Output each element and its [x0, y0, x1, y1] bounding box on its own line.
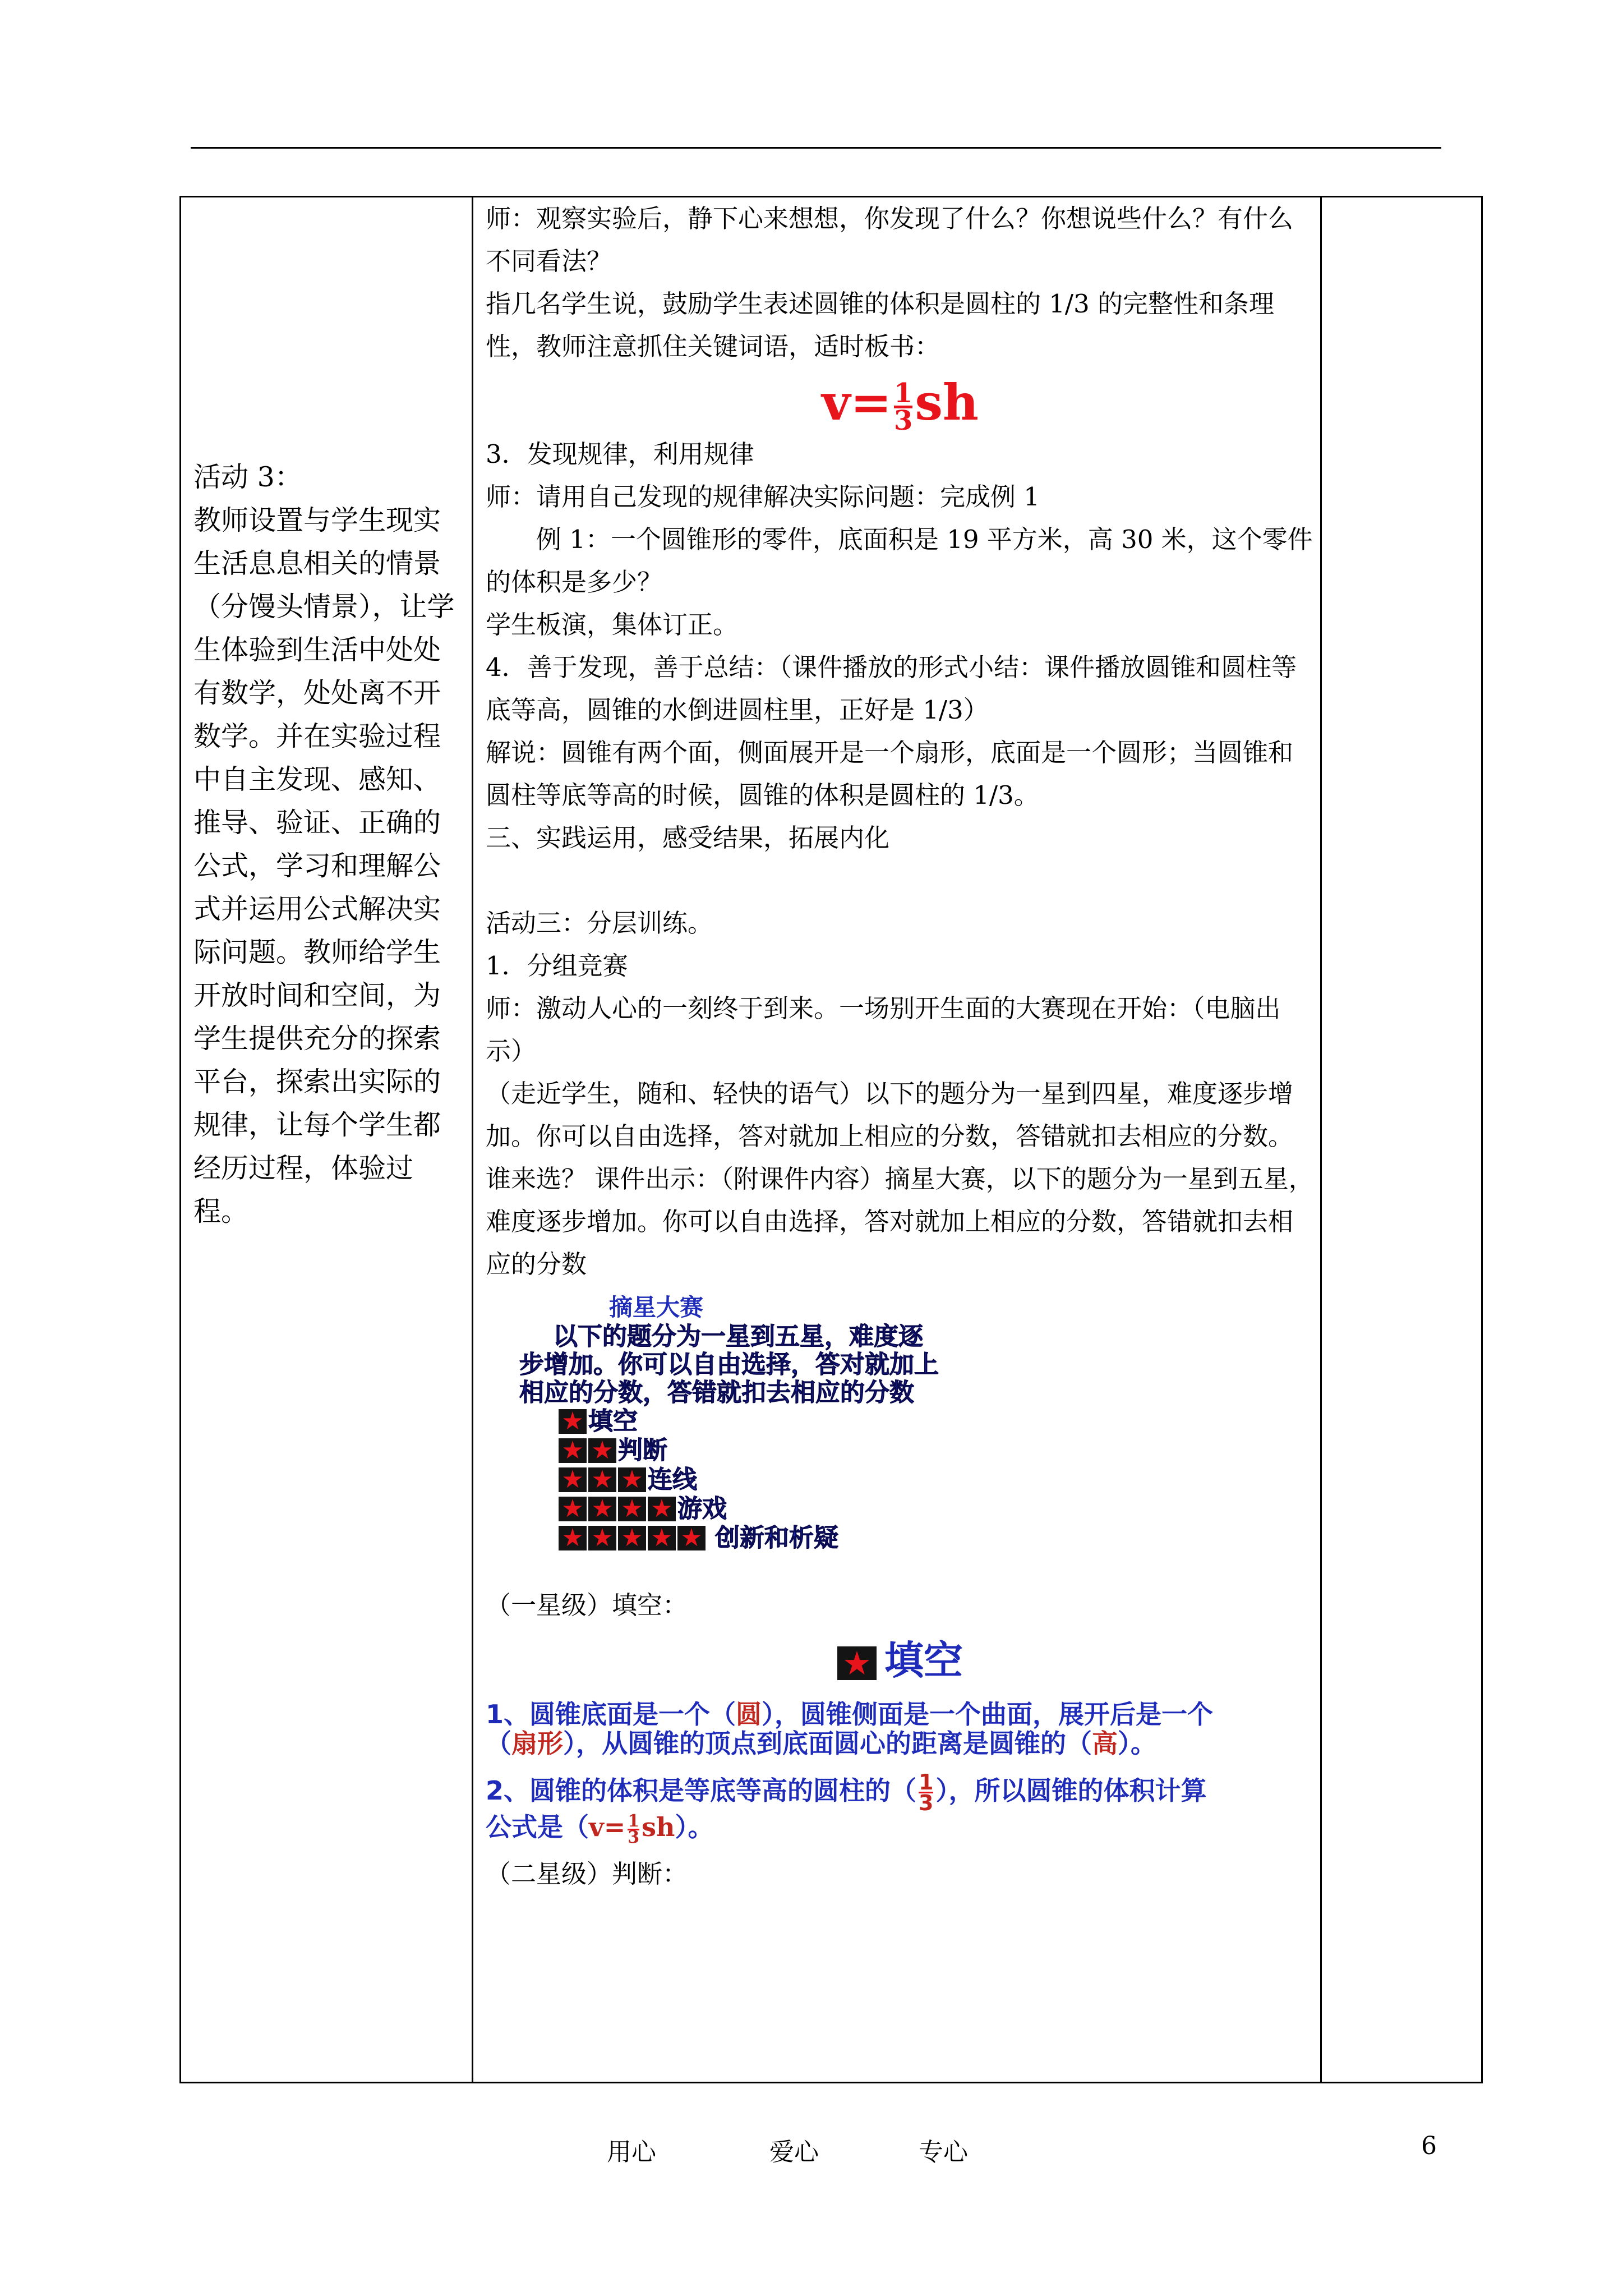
- slide-line: 相应的分数，答错就扣去相应的分数: [519, 1378, 914, 1407]
- paragraph: 指几名学生说，鼓励学生表述圆锥的体积是圆柱的 1/3 的完整性和条理性，教师注意抓住关键词语，适时板书：: [486, 289, 1275, 361]
- fraction-denominator: 3: [628, 1827, 640, 1847]
- footer-item: 用心: [607, 2138, 656, 2166]
- formula-right: sh: [915, 373, 979, 431]
- star-icon: ★: [559, 1438, 587, 1463]
- notes-cell: [1321, 197, 1482, 2083]
- question-text: ），圆锥侧面是一个曲面，展开后是一个（: [486, 1699, 1214, 1759]
- star-icon: ★: [588, 1526, 616, 1550]
- fill-heading-text: 填空: [884, 1637, 963, 1683]
- star-row-label: 创新和析疑: [715, 1524, 838, 1552]
- answer-text: 圆: [736, 1699, 762, 1729]
- activity-heading: 活动 3：: [193, 461, 302, 493]
- slide-fill-blank: [486, 1632, 1315, 1845]
- star-row-4: [559, 1494, 1315, 1524]
- question-text: 2、圆锥的体积是等底等高的圆柱的（: [486, 1775, 917, 1806]
- star-icon: ★: [677, 1526, 706, 1550]
- star-icon: ★: [559, 1526, 587, 1550]
- paragraph: 学生板演，集体订正。: [486, 610, 739, 639]
- star-row-1: [559, 1407, 1315, 1436]
- paragraph: 1．分组竞赛: [486, 951, 628, 981]
- answer-formula: [589, 1811, 675, 1847]
- activity-description: 教师设置与学生现实生活息息相关的情景（分馒头情景），让学生体验到生活中处处有数学，处处离不开数学。并在实验过程中自主发现、感知、推导、验证、正确的公式，学习和理解公式并运用公式解决实际问题。教师给学生开放时间和空间，为学生提供充分的探索平台，探索出实际的规律，让每个学生都经历过程，体验过程。: [193, 504, 455, 1227]
- question-text: ）。: [1118, 1728, 1156, 1759]
- star-row-3: [559, 1465, 1315, 1494]
- paragraph: 师：请用自己发现的规律解决实际问题：完成例 1: [486, 482, 1040, 512]
- answer-text: 扇形: [511, 1728, 563, 1759]
- star-icon: ★: [618, 1526, 646, 1550]
- answer-text: 高: [1092, 1728, 1118, 1759]
- paragraph: （一星级）填空：: [486, 1590, 688, 1620]
- formula-left: v=: [589, 1812, 626, 1842]
- header-rule: [191, 147, 1441, 149]
- footer-item: 专心: [919, 2138, 968, 2166]
- question-1: [486, 1700, 1215, 1758]
- star-icon: ★: [588, 1467, 616, 1492]
- star-icon: ★: [648, 1497, 676, 1521]
- question-text: 1、圆锥底面是一个（: [486, 1699, 736, 1729]
- paragraph: （走近学生，随和、轻快的语气）以下的题分为一星到四星，难度逐步增加。你可以自由选择，答对就加上相应的分数，答错就扣去相应的分数。谁来选？ 课件出示：（附课件内容）摘星大赛，以下的题分为一星到五星，难度逐步增加。你可以自由选择，答对就加上相应的分数，答错就扣去相应的分数: [486, 1079, 1314, 1279]
- footer-item: 爱心: [769, 2138, 819, 2166]
- paragraph: 师：观察实验后，静下心来想想，你发现了什么？你想说些什么？有什么不同看法？: [486, 204, 1294, 276]
- star-icon: ★: [837, 1646, 877, 1680]
- star-row-label: 连线: [648, 1465, 697, 1494]
- slide-star-contest: [486, 1289, 1315, 1553]
- paragraph: 4．善于发现，善于总结：（课件播放的形式小结：课件播放圆锥和圆柱等底等高，圆锥的水倒进圆柱里，正好是 1/3）: [486, 652, 1297, 725]
- formula-fraction: [893, 377, 913, 436]
- star-row-label: 填空: [588, 1407, 638, 1435]
- star-row-label: 游戏: [677, 1494, 727, 1523]
- fraction-denominator: 3: [919, 1791, 934, 1815]
- paragraph: （二星级）判断：: [486, 1858, 688, 1889]
- paragraph: 3．发现规律，利用规律: [486, 439, 754, 469]
- slide-title: 摘星大赛: [609, 1294, 704, 1321]
- paragraph: 活动三：分层训练。: [486, 908, 713, 938]
- slide-line: 步增加。你可以自由选择，答对就加上: [519, 1350, 939, 1379]
- star-icon: ★: [618, 1497, 646, 1521]
- star-row-5: [559, 1524, 1315, 1553]
- fill-heading: [486, 1632, 1315, 1688]
- paragraph: 例 1：一个圆锥形的零件，底面积是 19 平方米，高 30 米，这个零件的体积是多少？: [486, 524, 1313, 597]
- fraction-numerator: 1: [919, 1770, 934, 1795]
- star-icon: ★: [559, 1497, 587, 1521]
- formula-fraction: [628, 1811, 640, 1847]
- star-icon: ★: [648, 1526, 676, 1550]
- content-cell: [473, 197, 1321, 2083]
- star-icon: ★: [618, 1467, 646, 1492]
- answer-fraction: [919, 1770, 934, 1815]
- fraction-numerator: 1: [628, 1811, 640, 1831]
- fraction-denominator: 3: [893, 404, 913, 436]
- star-icon: ★: [559, 1467, 587, 1492]
- star-icon: ★: [559, 1409, 587, 1434]
- lesson-table: [179, 196, 1483, 2083]
- paragraph: 三、实践运用，感受结果，拓展内化: [486, 823, 890, 853]
- paragraph: 解说：圆锥有两个面，侧面展开是一个扇形，底面是一个圆形；当圆锥和圆柱等底等高的时候，圆锥的体积是圆柱的 1/3。: [486, 738, 1294, 810]
- blank-line: [486, 859, 1315, 902]
- star-row-2: [559, 1436, 1315, 1465]
- question-text: ）。: [675, 1812, 714, 1842]
- question-2: [486, 1770, 1215, 1847]
- star-icon: ★: [588, 1438, 616, 1463]
- star-icon: ★: [588, 1497, 616, 1521]
- volume-formula: [486, 371, 1315, 436]
- paragraph: 师：激动人心的一刻终于到来。一场别开生面的大赛现在开始：（电脑出示）: [486, 993, 1281, 1066]
- question-text: ），所以圆锥的体积计算公式是（: [486, 1775, 1207, 1842]
- formula-left: v=: [822, 373, 892, 431]
- star-row-label: 判断: [618, 1436, 667, 1465]
- question-text: ），从圆锥的顶点到底面圆心的距离是圆锥的（: [563, 1728, 1092, 1759]
- slide-line: 以下的题分为一星到五星，难度逐: [553, 1322, 923, 1351]
- page-number: 6: [1421, 2132, 1437, 2160]
- fraction-numerator: 1: [893, 377, 913, 409]
- activity-cell: [181, 197, 473, 2083]
- formula-right: sh: [642, 1812, 675, 1842]
